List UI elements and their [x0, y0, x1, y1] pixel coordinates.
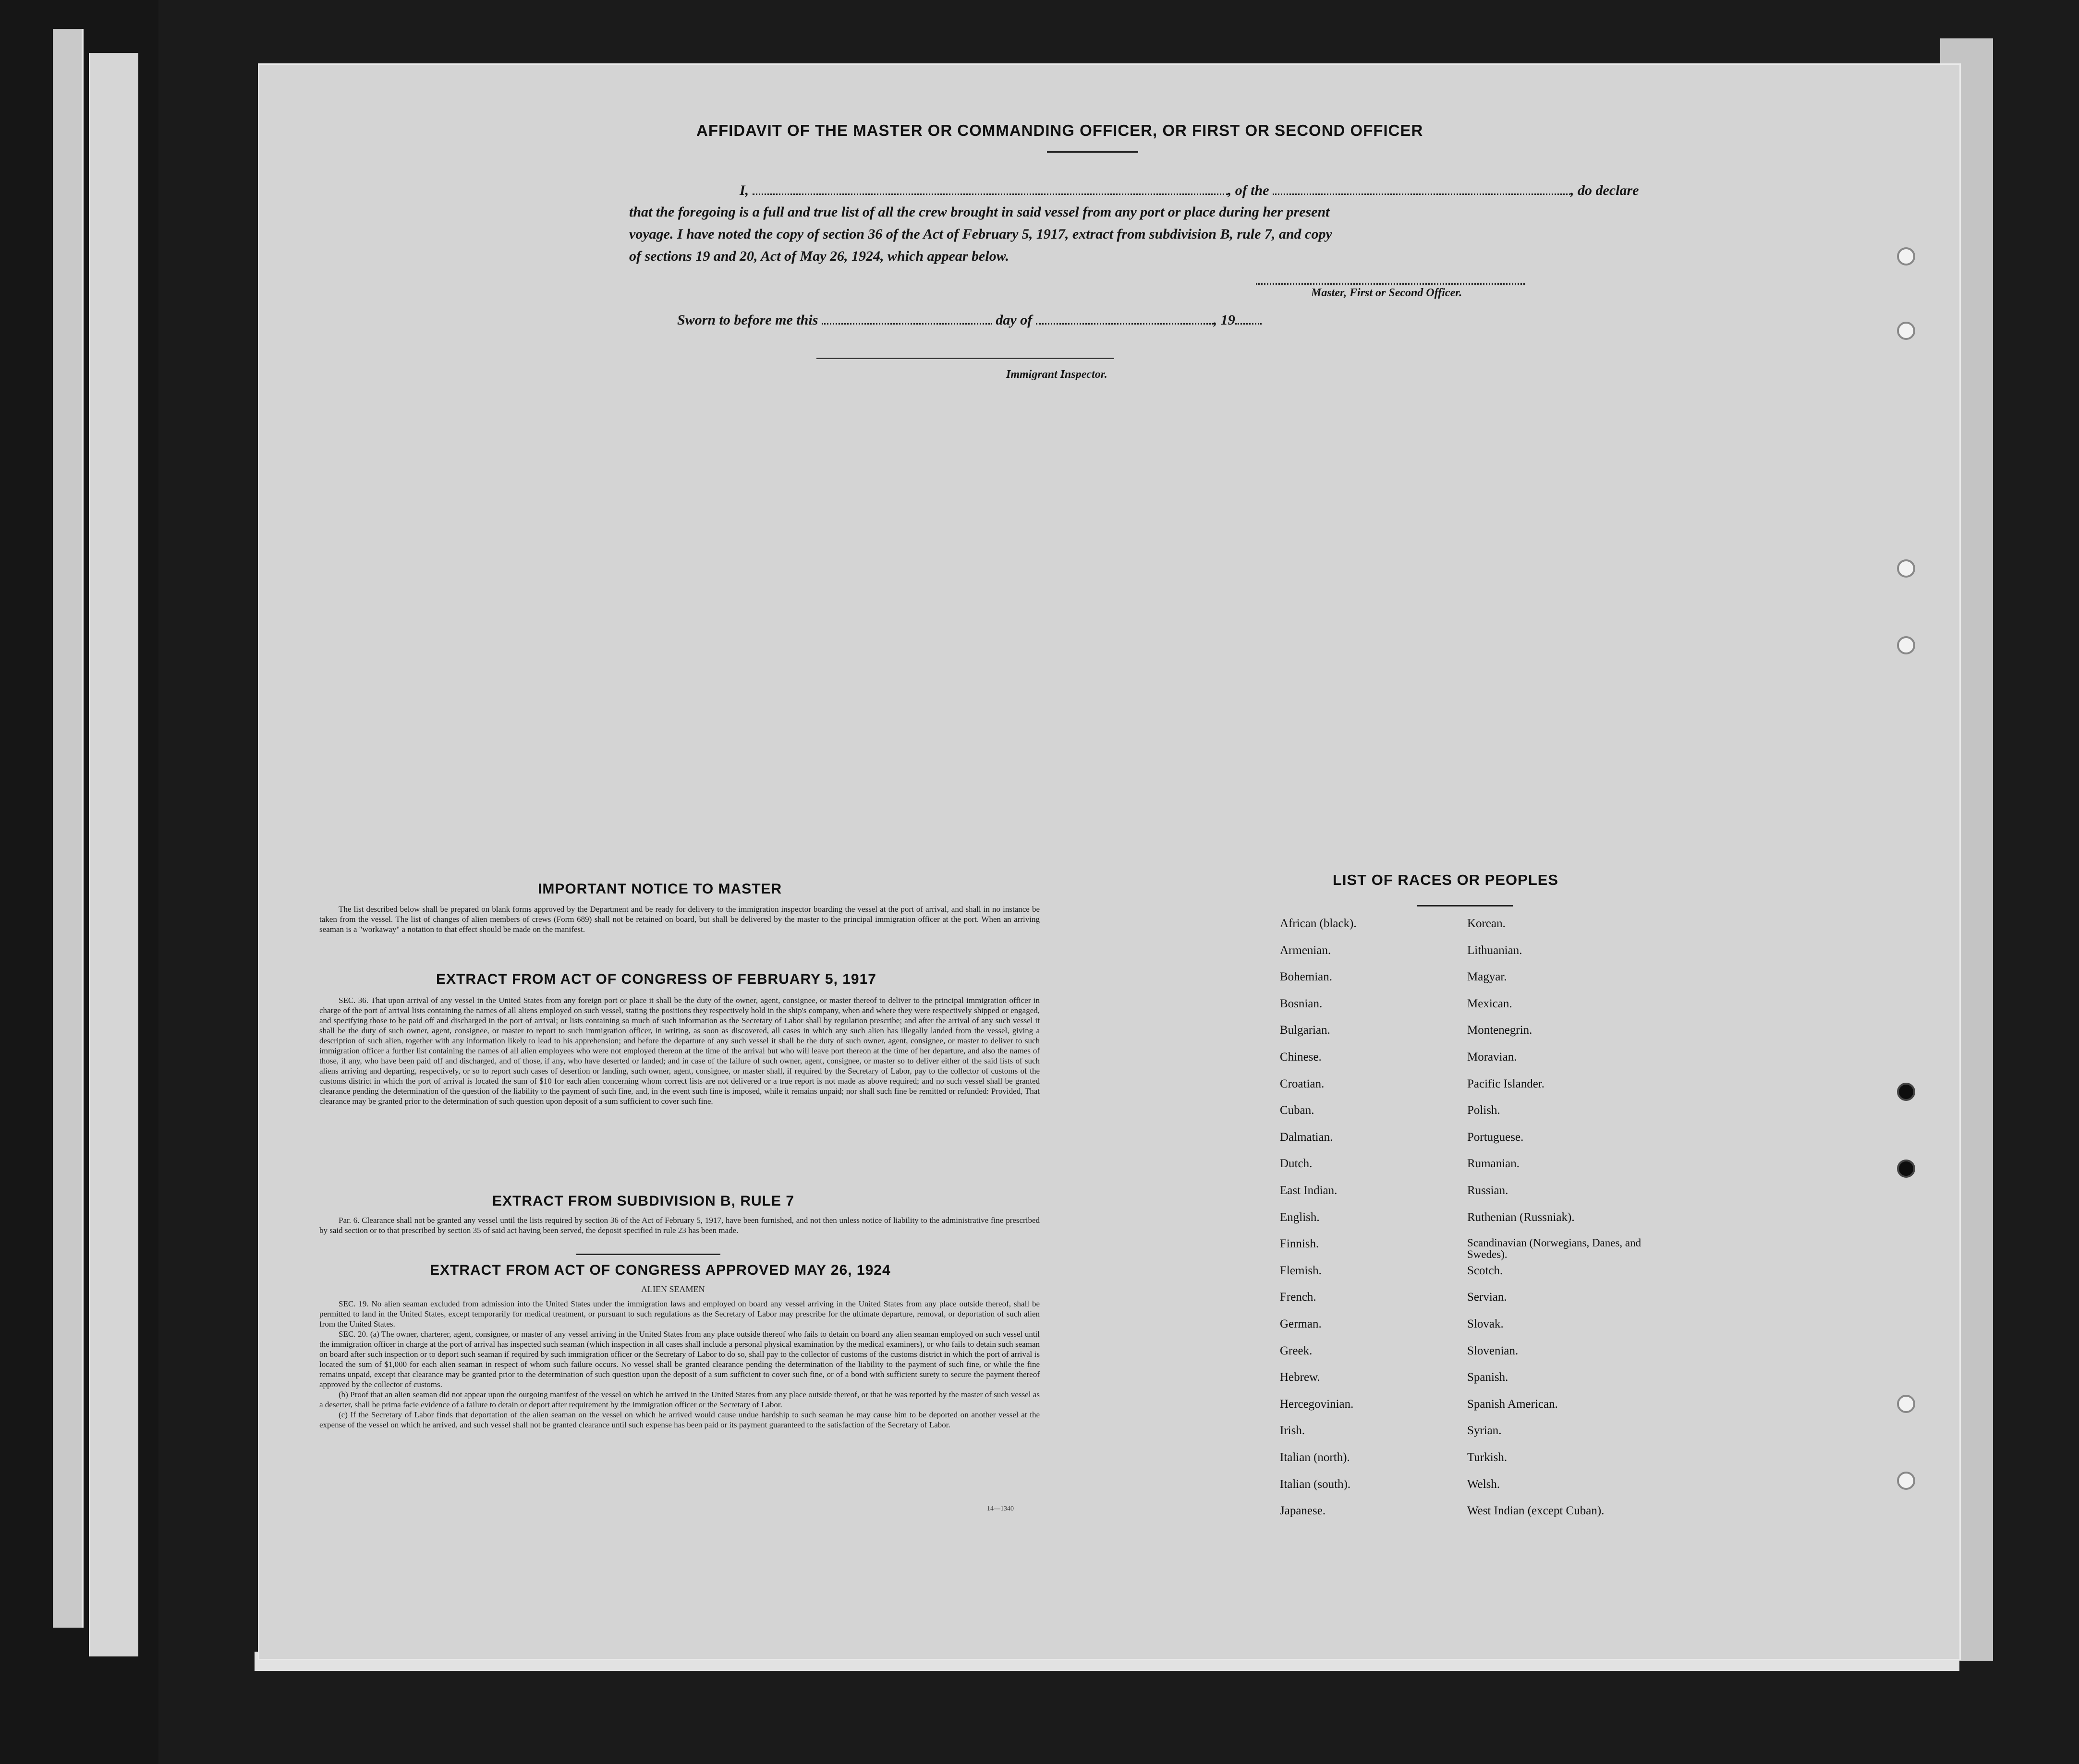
race-item: Bohemian. [1280, 970, 1333, 984]
race-item: Slovenian. [1467, 1344, 1519, 1357]
race-item: Magyar. [1467, 970, 1507, 984]
race-item: Dutch. [1280, 1157, 1313, 1171]
race-item: Mexican. [1467, 997, 1512, 1010]
race-item: English. [1280, 1210, 1320, 1224]
race-item: East Indian. [1280, 1184, 1337, 1197]
race-item: African (black). [1280, 917, 1357, 930]
title-rule [1047, 151, 1138, 153]
races-rule [1417, 905, 1513, 906]
binder-hole [1897, 1160, 1915, 1178]
race-item: Servian. [1467, 1291, 1507, 1304]
extract-1917-title: EXTRACT FROM ACT OF CONGRESS OF FEBRUARY 5, 1917 [436, 971, 876, 987]
race-item: Japanese. [1280, 1504, 1326, 1518]
race-item: Scotch. [1467, 1264, 1503, 1277]
alien-seamen-subtitle: ALIEN SEAMEN [641, 1284, 705, 1294]
notice-text [319, 904, 1040, 934]
race-item: Montenegrin. [1467, 1024, 1532, 1037]
binder-hole [1897, 1083, 1915, 1101]
race-item: Scandinavian (Norwegians, Danes, and Swedes). [1467, 1237, 1641, 1261]
rule7-text [319, 1215, 1040, 1235]
race-item: Slovak. [1467, 1317, 1504, 1330]
race-item: Armenian. [1280, 943, 1331, 957]
section-rule [576, 1254, 720, 1255]
race-item: Dalmatian. [1280, 1130, 1333, 1144]
master-signature-label: Master, First or Second Officer. [1311, 287, 1462, 299]
day-of-text: day of [996, 312, 1033, 328]
race-item: Portuguese. [1467, 1130, 1524, 1144]
race-item: Irish. [1280, 1424, 1305, 1438]
affidavit-declare: , do declare [1570, 182, 1639, 198]
race-item: Finnish. [1280, 1237, 1319, 1251]
race-item: Bosnian. [1280, 997, 1323, 1010]
race-item: Spanish. [1467, 1371, 1508, 1384]
extract-1917-text [319, 995, 1040, 1106]
affidavit-line-2: that the foregoing is a full and true list of all the crew brought in said vessel from any port or place during her present [629, 204, 1330, 220]
binder-hole [1897, 559, 1915, 578]
year-text: , 19 [1213, 312, 1235, 328]
race-item: Bulgarian. [1280, 1024, 1330, 1037]
section-19-paragraph: SEC. 19. No alien seaman excluded from admission into the United States under the immigration laws and employed on board any vessel arriving in the United States from any place outside thereof, shall be permitted to land in the United States, except temporarily for medical treatment, or pursuant to such regulations as the Secretary of Labor may prescribe for the ultimate departure, removal, or deportation of such alien from the United States. [319, 1299, 1040, 1329]
race-item: Ruthenian (Russniak). [1467, 1210, 1575, 1224]
race-item: Chinese. [1280, 1051, 1322, 1063]
inspector-signature-label: Immigrant Inspector. [1006, 368, 1107, 381]
sworn-line [677, 312, 1638, 328]
race-item: West Indian (except Cuban). [1467, 1504, 1605, 1518]
section-20c-paragraph: (c) If the Secretary of Labor finds that deportation of the alien seaman on the vessel on which he arrived would cause undue hardship to such seaman he may cause him to be deported on another vessel at the expense of the vessel on which he arrived, and such vessel shall not be granted clearance until such expense has been paid or its payment guaranteed to the satisfaction of the Secretary of Labor. [319, 1410, 1040, 1429]
extract-1924-text [319, 1299, 1040, 1430]
section-20a-paragraph: SEC. 20. (a) The owner, charterer, agent, consignee, or master of any vessel arriving in the United States from any place outside thereof who fails to detain on board any alien seaman employed on such vessel until the immigration officer in charge at the port of arrival has inspected such seaman (which inspection in all cases shall include a personal physical examination by the medical examiners), or who fails to detain such seaman on board after such inspection or to deport such seaman if required by such immigration officer or the Secretary of Labor to do so, shall pay to the collector of customs of the customs district in which the port of arrival is located the sum of $1,000 for each alien seaman in respect of whom such failure occurs. No vessel shall be granted clearance pending the determination of the liability to the payment of such fine, or while the fine remains unpaid, except that clearance may be granted prior to the determination of such question upon the deposit of a sum sufficient to cover such fine, or of a bond with sufficient surety to secure the payment thereof approved by the collector of customs. [319, 1329, 1040, 1389]
races-title: LIST OF RACES OR PEOPLES [1333, 871, 1559, 888]
master-signature-line[interactable] [1256, 283, 1525, 285]
race-item: Rumanian. [1467, 1157, 1520, 1171]
race-item: Spanish American. [1467, 1397, 1558, 1411]
race-item: Polish. [1467, 1104, 1500, 1117]
page-edge [89, 53, 138, 1656]
extract-1924-title: EXTRACT FROM ACT OF CONGRESS APPROVED MAY 26, 1924 [430, 1262, 891, 1278]
notice-paragraph: The list described below shall be prepared on blank forms approved by the Department and be ready for delivery to the immigration inspector boarding the vessel at the port of arrival, and shall in no instance be taken from the vessel. The list of changes of alien members of crews (Form 689) shall not be retained on board, but shall be delivered by the master to the principal immigration officer at the port. When an arriving seaman is a "workaway" a notation to that effect should be made on the manifest. [319, 905, 1040, 934]
race-item: Italian (north). [1280, 1451, 1350, 1464]
page-edge [53, 29, 84, 1628]
sworn-text: Sworn to before me this [677, 312, 818, 328]
binder-hole [1897, 322, 1915, 340]
affidavit-line-3: voyage. I have noted the copy of section 36 of the Act of February 5, 1917, extract from subdivision B, rule 7, and copy [629, 226, 1332, 242]
binder-hole [1897, 1472, 1915, 1490]
affidavit-line-1 [740, 182, 1820, 199]
race-item: Russian. [1467, 1184, 1508, 1197]
race-item: Welsh. [1467, 1477, 1500, 1491]
name-field[interactable] [753, 193, 1228, 195]
notice-title: IMPORTANT NOTICE TO MASTER [538, 881, 782, 897]
rule7-paragraph: Par. 6. Clearance shall not be granted any vessel until the lists required by section 36 of the Act of February 5, 1917, have been furnished, and not then unless notice of liability to the administrative fine prescribed by said section or to that prescribed by section 35 of said act having been served, the deposit specified in rule 23 has been made. [319, 1216, 1040, 1235]
race-item: Italian (south). [1280, 1477, 1351, 1491]
race-item: Greek. [1280, 1344, 1313, 1357]
sworn-month-field[interactable] [1036, 323, 1214, 325]
race-item: Syrian. [1467, 1424, 1502, 1438]
rule7-title: EXTRACT FROM SUBDIVISION B, RULE 7 [492, 1193, 795, 1209]
affidavit-of-the: , of the [1228, 182, 1269, 198]
race-item: German. [1280, 1317, 1322, 1330]
race-item: French. [1280, 1291, 1316, 1304]
race-item: Pacific Islander. [1467, 1077, 1545, 1090]
race-item: Cuban. [1280, 1104, 1314, 1117]
affidavit-title: AFFIDAVIT OF THE MASTER OR COMMANDING OFFICER, OR FIRST OR SECOND OFFICER [696, 121, 1423, 139]
section-36-paragraph: SEC. 36. That upon arrival of any vessel in the United States from any foreign port or place it shall be the duty of the owner, agent, consignee, or master thereof to deliver to the principal immigration officer in charge of the port of arrival lists containing the names of all aliens employed on such vessel, stating the positions they respectively hold in the ship's company, when and where they were respectively shipped or engaged, and specifying those to be paid off and discharged in the port of arrival; or lists containing so much of such information as the Secretary of Labor shall by regulation prescribe; and after the arrival of any such vessel it shall be the duty of such owner, agent, consignee, or master to report to such immigration officer, in writing, as soon as discovered, all cases in which any such alien has illegally landed from the vessel, giving a description of such alien, together with any information likely to lead to his apprehension; and before the departure of any such vessel it shall be the duty of such owner, agent, consignee, or master to deliver to such immigration officer a further list containing the names of all alien employees who were not employed thereon at the time of the arrival but who will leave port thereon at the time of her departure, and also the names of those, if any, who have been paid off and discharged, and of those, if any, who have deserted or landed; and in case of the failure of such owner, agent, consignee, or master so to deliver either of the said lists of such aliens arriving and departing, respectively, or so to report such cases of desertion or landing, such owner, agent, consignee, or master shall, if required by the Secretary of Labor, pay to the collector of customs of the customs district in which the port of arrival is located the sum of $10 for each alien concerning whom correct lists are not delivered or a true report is not made as above required; and no such vessel shall be granted clearance pending the determination of the question of the liability to the payment of such fine, and, in the event such fine is imposed, while it remains unpaid; nor shall such fine be remitted or refunded: Provided, That clearance may be granted prior to the determination of such question upon deposit of a sum sufficient to cover such fine. [319, 996, 1040, 1106]
form-number: 14—1340 [987, 1505, 1014, 1512]
affidavit-i: I, [740, 182, 749, 198]
race-item: Hercegovinian. [1280, 1397, 1354, 1411]
document-page [259, 65, 1959, 1659]
race-item: Turkish. [1467, 1451, 1508, 1464]
sworn-year-field[interactable] [1235, 323, 1262, 325]
affidavit-line-4: of sections 19 and 20, Act of May 26, 1924, which appear below. [629, 248, 1009, 264]
race-item: Hebrew. [1280, 1371, 1320, 1384]
binder-hole [1897, 1395, 1915, 1413]
vessel-field[interactable] [1273, 193, 1570, 195]
inspector-signature-line[interactable] [816, 358, 1114, 359]
race-item: Moravian. [1467, 1051, 1517, 1063]
section-20b-paragraph: (b) Proof that an alien seaman did not appear upon the outgoing manifest of the vessel on which he arrived in the United States from any place outside thereof, or that he was reported by the master of such vessel as a deserter, shall be prima facie evidence of a failure to detain or deport after requirement by the immigration officer or the Secretary of Labor. [319, 1390, 1040, 1409]
binder-hole [1897, 247, 1915, 266]
sworn-day-field[interactable] [822, 323, 992, 325]
race-item: Lithuanian. [1467, 943, 1522, 957]
race-item: Croatian. [1280, 1077, 1325, 1090]
binder-hole [1897, 636, 1915, 654]
race-item: Korean. [1467, 917, 1506, 930]
race-item: Flemish. [1280, 1264, 1322, 1277]
